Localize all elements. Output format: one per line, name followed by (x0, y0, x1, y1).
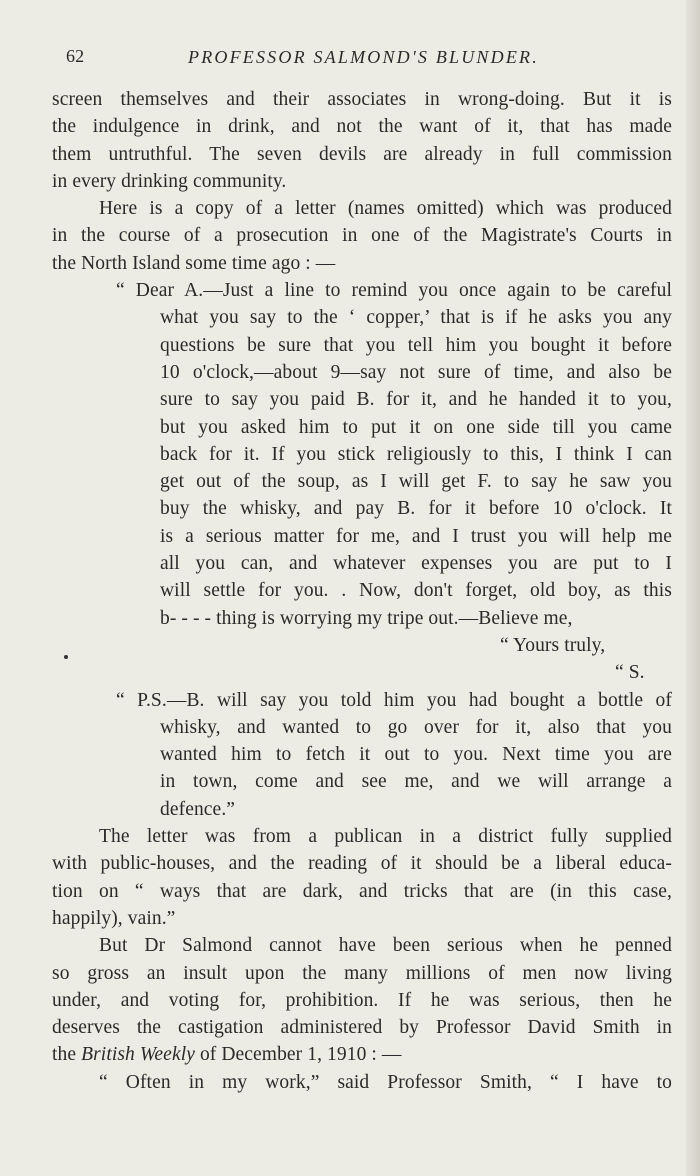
letter-closing: “ Yours truly, (500, 634, 606, 656)
postscript-line: wanted him to fetch it out to you. Next time you are (160, 744, 672, 766)
text-line: the North Island some time ago : — (52, 252, 336, 274)
publication-title: British Weekly (81, 1044, 195, 1066)
text-line: so gross an insult upon the many millions of men now living (52, 962, 672, 984)
text-line: in every drinking community. (52, 170, 287, 192)
postscript-line: whisky, and wanted to go over for it, also that you (160, 716, 672, 738)
letter-line: b- - - - thing is worrying my tripe out.—Believe me, (160, 607, 573, 629)
text-line: happily), vain.” (52, 907, 176, 929)
text-line: them untruthful. The seven devils are already in full commission (52, 143, 672, 165)
postscript-line: “ P.S.—B. will say you told him you had bought a bottle of (116, 689, 672, 711)
postscript-line: in town, come and see me, and we will arrange a (160, 771, 672, 793)
letter-line: 10 o'clock,—about 9—say not sure of time, and also be (160, 361, 672, 383)
page-number: 62 (66, 46, 85, 66)
letter-line: what you say to the ‘ copper,’ that is if he asks you any (160, 307, 672, 329)
page-body (52, 86, 672, 1096)
letter-line: buy the whisky, and pay B. for it before 10 o'clock. It (160, 498, 672, 520)
letter-line: get out of the soup, as I will get F. to say he saw you (160, 471, 672, 493)
text-line: “ Often in my work,” said Professor Smith, “ I have to (99, 1071, 672, 1093)
postscript-line: defence.” (160, 798, 236, 820)
text-line: with public-houses, and the reading of it should be a liberal educa- (52, 853, 672, 875)
letter-line: but you asked him to put it on one side till you came (160, 416, 672, 438)
text-line: the indulgence in drink, and not the want of it, that has made (52, 116, 672, 138)
letter-line: all you can, and whatever expenses you are put to I (160, 553, 672, 575)
text-line: But Dr Salmond cannot have been serious when he penned (99, 935, 672, 957)
text-line: The letter was from a publican in a district fully supplied (99, 826, 672, 848)
letter-line: is a serious matter for me, and I trust you will help me (160, 525, 672, 547)
text-line: under, and voting for, prohibition. If he was serious, then he (52, 989, 672, 1011)
letter-line: “ Dear A.—Just a line to remind you once again to be careful (116, 280, 672, 302)
letter-line: sure to say you paid B. for it, and he handed it to you, (160, 389, 672, 411)
text-line (52, 1041, 672, 1068)
text-line: Here is a copy of a letter (names omitted) which was produced (99, 198, 672, 220)
text-line: tion on “ ways that are dark, and tricks that are (in this case, (52, 880, 672, 902)
letter-line: will settle for you. . Now, don't forget, old boy, as this (160, 580, 672, 602)
page-edge-shadow (686, 0, 700, 1176)
text-line: in the course of a prosecution in one of the Magistrate's Courts in (52, 225, 672, 247)
letter-line: questions be sure that you tell him you bought it before (160, 334, 672, 356)
letter-signature: “ S. (615, 662, 645, 684)
text-line: deserves the castigation administered by Professor David Smith in (52, 1017, 672, 1039)
letter-line: back for it. If you stick religiously to this, I think I can (160, 443, 672, 465)
text-segment: the (52, 1044, 82, 1066)
text-line: screen themselves and their associates in wrong-doing. But it is (52, 89, 672, 110)
page-header (0, 46, 700, 74)
running-head: PROFESSOR SALMOND'S BLUNDER. (188, 47, 539, 67)
text-segment: of December 1, 1910 : — (194, 1044, 402, 1066)
